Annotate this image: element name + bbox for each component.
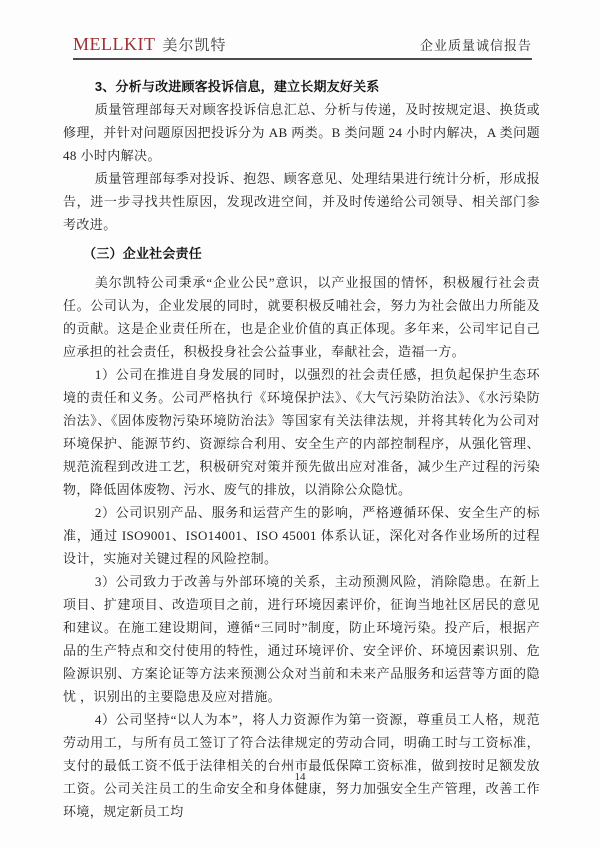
paragraph-complaint-quarterly: 质量管理部每季对投诉、抱怨、顾客意见、处理结果进行统计分析，形成报告，进一步寻找共性原因，发现改进空间，并及时传递给公司领导、相关部门参考改进。 bbox=[63, 171, 540, 232]
paragraph-iso-certification: 2）公司识别产品、服务和运营产生的影响，严格遵循环保、安全生产的标准，通过 ISO9001、ISO14001、ISO 45001 体系认证，深化对各作业场所的过程设计，实施对关键过程的风险控制。 bbox=[63, 505, 540, 566]
section-heading-complaints: 3、分析与改进顾客投诉信息，建立长期友好关系 bbox=[94, 79, 380, 94]
logo-wordmark-cn: 美尔凯特 bbox=[162, 38, 227, 54]
paragraph-risk-prediction: 3）公司致力于改善与外部环境的关系，主动预测风险，消除隐患。在新上项目、扩建项目、改造项目之前，进行环境因素评价，征询当地社区居民的意见和建议。在施工建设期间，遵循“三同时”制度，防止环境污染。投产后，根据产品的生产特点和交付使用的特性，通过环境评价、安全评价、环境因素识别、危险源识别、方案论证等方法来预测公众对当前和未来产品服务和运营等方面的隐忧 ，识别出的主要隐患及应对措施。 bbox=[63, 574, 540, 704]
page-header bbox=[73, 34, 532, 60]
logo-wordmark-en: MELLKIT bbox=[73, 34, 156, 54]
paragraph-complaint-daily: 质量管理部每天对顾客投诉信息汇总、分析与传递，及时按规定退、换货或修理，并针对问题原因把投诉分为 AB 两类。B 类问题 24 小时内解决，A 类问题 48 小时内解决。 bbox=[63, 102, 540, 163]
company-logo bbox=[73, 34, 227, 55]
report-title: 企业质量诚信报告 bbox=[419, 38, 532, 53]
paragraph-people-oriented: 4）公司坚持“以人为本”，将人力资源作为第一资源，尊重员工人格，规范劳动用工，与所有员工签订了符合法律规定的劳动合同，明确工时与工资标准，支付的最低工资不低于法律相关的台州市最低保障工资标准，做到按时足额发放工资。公司关注员工的生命安全和身体健康，努力加强安全生产管理，改善工作环境，规定新员工均 bbox=[63, 712, 540, 819]
document-body bbox=[63, 75, 540, 823]
paragraph-environment-laws: 1）公司在推进自身发展的同时，以强烈的社会责任感，担负起保护生态环境的责任和义务。公司严格执行《环境保护法》、《大气污染防治法》、《水污染防治法》、《固体废物污染环境防治法》等国家有关法律法规，并将其转化为公司对环境保护、能源节约、资源综合利用、安全生产的内部控制程序，从强化管理、规范流程到改进工艺，积极研究对策并预先做出应对准备，减少生产过程的污染物，降低固体废物、污水、废气的排放，以消除公众隐忧。 bbox=[63, 367, 540, 497]
section-heading-social-responsibility: （三）企业社会责任 bbox=[83, 246, 202, 261]
page-number: 14 bbox=[294, 771, 306, 783]
paragraph-corporate-citizen: 美尔凯特公司秉承“企业公民”意识，以产业报国的情怀，积极履行社会责任。公司认为，企业发展的同时，就要积极反哺社会，努力为社会做出力所能及的贡献。这是企业责任所在，也是企业价值的真正体现。多年来，公司牢记自己应承担的社会责任，积极投身社会公益事业，奉献社会，造福一方。 bbox=[63, 275, 540, 359]
